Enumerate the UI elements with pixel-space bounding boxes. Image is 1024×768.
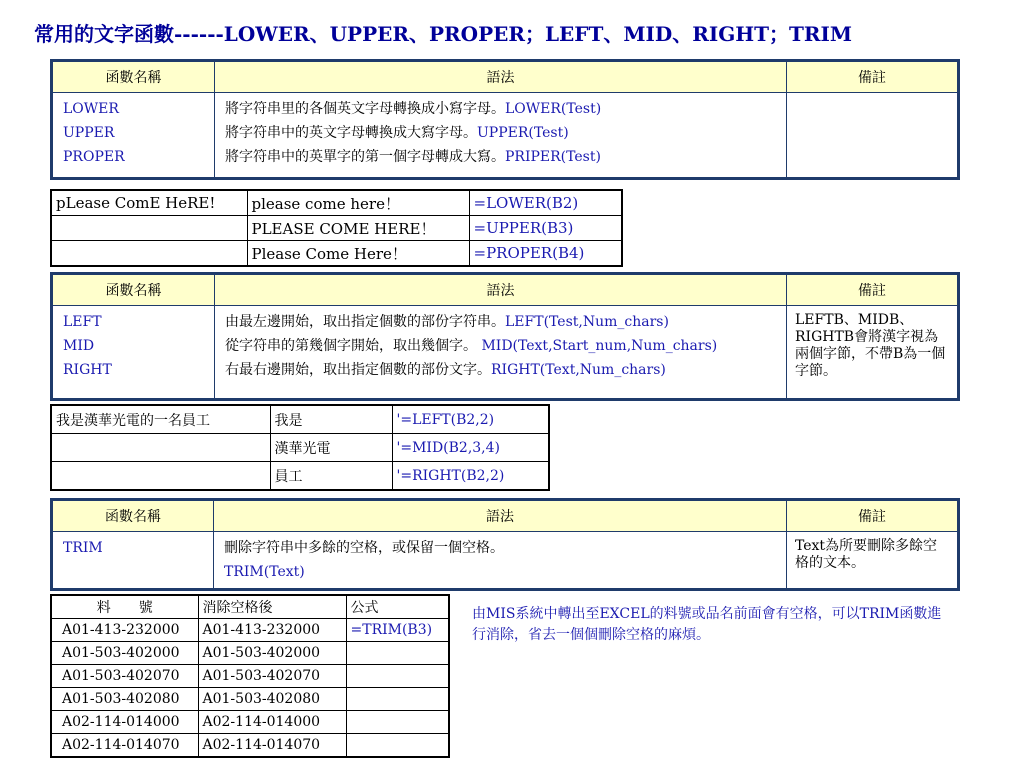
result-cell: 我是 bbox=[270, 405, 392, 434]
table-row bbox=[51, 619, 449, 642]
function-name-trim: TRIM bbox=[52, 532, 214, 590]
syntax-function: UPPER(Test) bbox=[477, 125, 569, 141]
trim-example-grid bbox=[50, 594, 450, 758]
header-syntax: 語法 bbox=[215, 61, 787, 93]
table-row bbox=[51, 462, 549, 491]
syntax-text: 刪除字符串中多餘的空格，或保留一個空格。 bbox=[224, 540, 504, 556]
page-title: 常用的文字函數------LOWER、UPPER、PROPER；LEFT、MID、RIGHT；TRIM bbox=[34, 22, 853, 46]
result-cell: PLEASE COME HERE！ bbox=[247, 216, 469, 241]
function-name-right: RIGHT bbox=[63, 362, 112, 378]
syntax-function: RIGHT(Text,Num_chars) bbox=[491, 362, 666, 378]
syntax-function: LOWER(Test) bbox=[505, 101, 602, 117]
substring-example-grid bbox=[50, 404, 550, 491]
syntax-function: MID(Text,Start_num,Num_chars) bbox=[481, 338, 718, 354]
header-function-name: 函數名稱 bbox=[52, 500, 214, 532]
source-cell: 我是漢華光電的一名員工 bbox=[51, 405, 270, 434]
syntax-cell bbox=[214, 532, 787, 590]
header-function-name: 函數名稱 bbox=[52, 61, 215, 93]
syntax-cell bbox=[215, 93, 787, 179]
result-cell: 員工 bbox=[270, 462, 392, 491]
header-function-name: 函數名稱 bbox=[52, 274, 215, 306]
formula-cell: '=RIGHT(B2,2) bbox=[392, 462, 549, 491]
trimmed-cell: A02-114-014070 bbox=[198, 734, 346, 758]
table-row bbox=[51, 734, 449, 758]
formula-cell: =PROPER(B4) bbox=[469, 241, 622, 267]
source-cell: pLease ComE HeRE! bbox=[51, 190, 247, 216]
header-note: 備註 bbox=[787, 500, 959, 532]
trimmed-cell: A02-114-014000 bbox=[198, 711, 346, 734]
function-names-cell bbox=[52, 93, 215, 179]
table-header-row bbox=[52, 500, 959, 532]
table-row bbox=[51, 665, 449, 688]
trim-usage-hint: 由MIS系統中轉出至EXCEL的料號或品名前面會有空格，可以TRIM函數進行消除，省去一個個刪除空格的麻煩。 bbox=[472, 606, 942, 643]
function-names-cell bbox=[52, 306, 215, 400]
table-header-row bbox=[52, 274, 959, 306]
formula-cell: =TRIM(B3) bbox=[346, 619, 449, 642]
formula-cell: =LOWER(B2) bbox=[469, 190, 622, 216]
trimmed-cell: A01-503-402080 bbox=[198, 688, 346, 711]
note-cell: LEFTB、MIDB、RIGHTB會將漢字視為兩個字節，不帶B為一個字節。 bbox=[787, 306, 959, 400]
syntax-function: LEFT(Test,Num_chars) bbox=[505, 314, 669, 330]
table-row bbox=[51, 241, 622, 267]
syntax-line bbox=[225, 97, 776, 121]
table-row bbox=[51, 434, 549, 462]
result-cell: please come here！ bbox=[247, 190, 469, 216]
trimmed-cell: A01-413-232000 bbox=[198, 619, 346, 642]
part-number-cell: A01-503-402080 bbox=[51, 688, 198, 711]
function-name-upper: UPPER bbox=[63, 125, 115, 141]
part-number-cell: A02-114-014000 bbox=[51, 711, 198, 734]
syntax-text: 將字符串中的英文字母轉換成大寫字母。 bbox=[225, 125, 477, 141]
header-syntax: 語法 bbox=[214, 500, 787, 532]
part-number-cell: A01-413-232000 bbox=[51, 619, 198, 642]
empty-cell bbox=[51, 216, 247, 241]
note-cell bbox=[787, 93, 959, 179]
table-row bbox=[51, 688, 449, 711]
empty-cell bbox=[51, 434, 270, 462]
table-row bbox=[52, 306, 959, 400]
table-row bbox=[52, 532, 959, 590]
syntax-text: 從字符串的第幾個字開始，取出幾個字。 bbox=[225, 338, 482, 354]
result-cell: Please Come Here！ bbox=[247, 241, 469, 267]
result-cell: 漢華光電 bbox=[270, 434, 392, 462]
formula-cell: =UPPER(B3) bbox=[469, 216, 622, 241]
table-row bbox=[51, 405, 549, 434]
table-header-row bbox=[51, 595, 449, 619]
syntax-line bbox=[225, 121, 776, 145]
syntax-function: PRIPER(Test) bbox=[505, 149, 601, 165]
table-row bbox=[51, 711, 449, 734]
case-function-table bbox=[50, 59, 960, 180]
header-note: 備註 bbox=[787, 274, 959, 306]
header-syntax: 語法 bbox=[215, 274, 787, 306]
table-header-row bbox=[52, 61, 959, 93]
syntax-text: 右最右邊開始，取出指定個數的部份文字。 bbox=[225, 362, 491, 378]
header-part-number: 料 號 bbox=[51, 595, 198, 619]
formula-cell bbox=[346, 734, 449, 758]
table-row bbox=[51, 190, 622, 216]
function-name-lower: LOWER bbox=[63, 101, 119, 117]
syntax-line bbox=[225, 358, 776, 382]
syntax-text: 由最左邊開始，取出指定個數的部份字符串。 bbox=[225, 314, 505, 330]
formula-cell bbox=[346, 642, 449, 665]
syntax-line bbox=[225, 145, 776, 169]
syntax-cell bbox=[215, 306, 787, 400]
syntax-text: 將字符串里的各個英文字母轉換成小寫字母。 bbox=[225, 101, 505, 117]
function-name-proper: PROPER bbox=[63, 149, 125, 165]
trimmed-cell: A01-503-402070 bbox=[198, 665, 346, 688]
formula-cell bbox=[346, 688, 449, 711]
part-number-cell: A02-114-014070 bbox=[51, 734, 198, 758]
empty-cell bbox=[51, 462, 270, 491]
header-after-trim: 消除空格後 bbox=[198, 595, 346, 619]
function-name-mid: MID bbox=[63, 338, 95, 354]
formula-cell: '=MID(B2,3,4) bbox=[392, 434, 549, 462]
header-note: 備註 bbox=[787, 61, 959, 93]
syntax-text: 將字符串中的英單字的第一個字母轉成大寫。 bbox=[225, 149, 505, 165]
syntax-line bbox=[225, 334, 776, 358]
table-row bbox=[51, 642, 449, 665]
header-formula: 公式 bbox=[346, 595, 449, 619]
substring-function-table bbox=[50, 272, 960, 401]
part-number-cell: A01-503-402000 bbox=[51, 642, 198, 665]
table-row bbox=[52, 93, 959, 179]
note-cell: Text為所要刪除多餘空格的文本。 bbox=[787, 532, 959, 590]
formula-cell bbox=[346, 711, 449, 734]
trim-function-table bbox=[50, 498, 960, 591]
formula-cell: '=LEFT(B2,2) bbox=[392, 405, 549, 434]
part-number-cell: A01-503-402070 bbox=[51, 665, 198, 688]
trimmed-cell: A01-503-402000 bbox=[198, 642, 346, 665]
syntax-function: TRIM(Text) bbox=[224, 564, 305, 580]
formula-cell bbox=[346, 665, 449, 688]
case-example-grid bbox=[50, 189, 623, 267]
empty-cell bbox=[51, 241, 247, 267]
function-name-left: LEFT bbox=[63, 314, 102, 330]
table-row bbox=[51, 216, 622, 241]
syntax-line bbox=[225, 310, 776, 334]
